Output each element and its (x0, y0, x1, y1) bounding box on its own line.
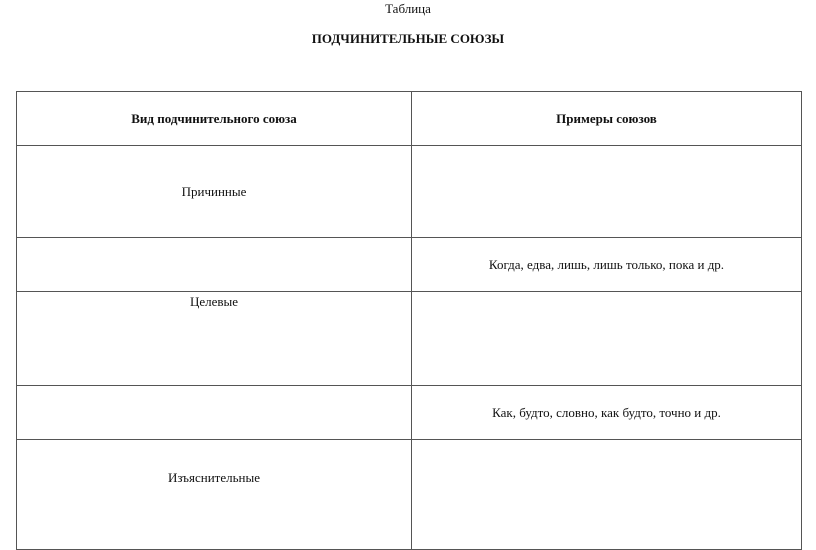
cell-type (17, 386, 412, 440)
table-header-row (17, 92, 802, 146)
conjunctions-table-container (16, 91, 801, 531)
table-caption: Таблица (385, 1, 431, 16)
cell-type: Причинные (17, 146, 412, 238)
header-examples: Примеры союзов (412, 92, 802, 146)
document-title: ПОДЧИНИТЕЛЬНЫЕ СОЮЗЫ (311, 31, 505, 46)
table-row (17, 440, 802, 550)
header-conjunction-type: Вид подчинительного союза (17, 92, 412, 146)
cell-type: Целевые (17, 292, 412, 386)
cell-type-text: Изъяснительные (167, 470, 260, 485)
cell-examples (412, 292, 802, 386)
cell-type (17, 440, 412, 550)
table-row (17, 146, 802, 238)
cell-examples (412, 146, 802, 238)
cell-type (17, 238, 412, 292)
table-row (17, 386, 802, 440)
conjunctions-table (16, 91, 802, 550)
cell-examples: Когда, едва, лишь, лишь только, пока и др. (412, 238, 802, 292)
cell-examples (412, 440, 802, 550)
cell-examples: Как, будто, словно, как будто, точно и др. (412, 386, 802, 440)
table-row (17, 238, 802, 292)
table-row (17, 292, 802, 386)
